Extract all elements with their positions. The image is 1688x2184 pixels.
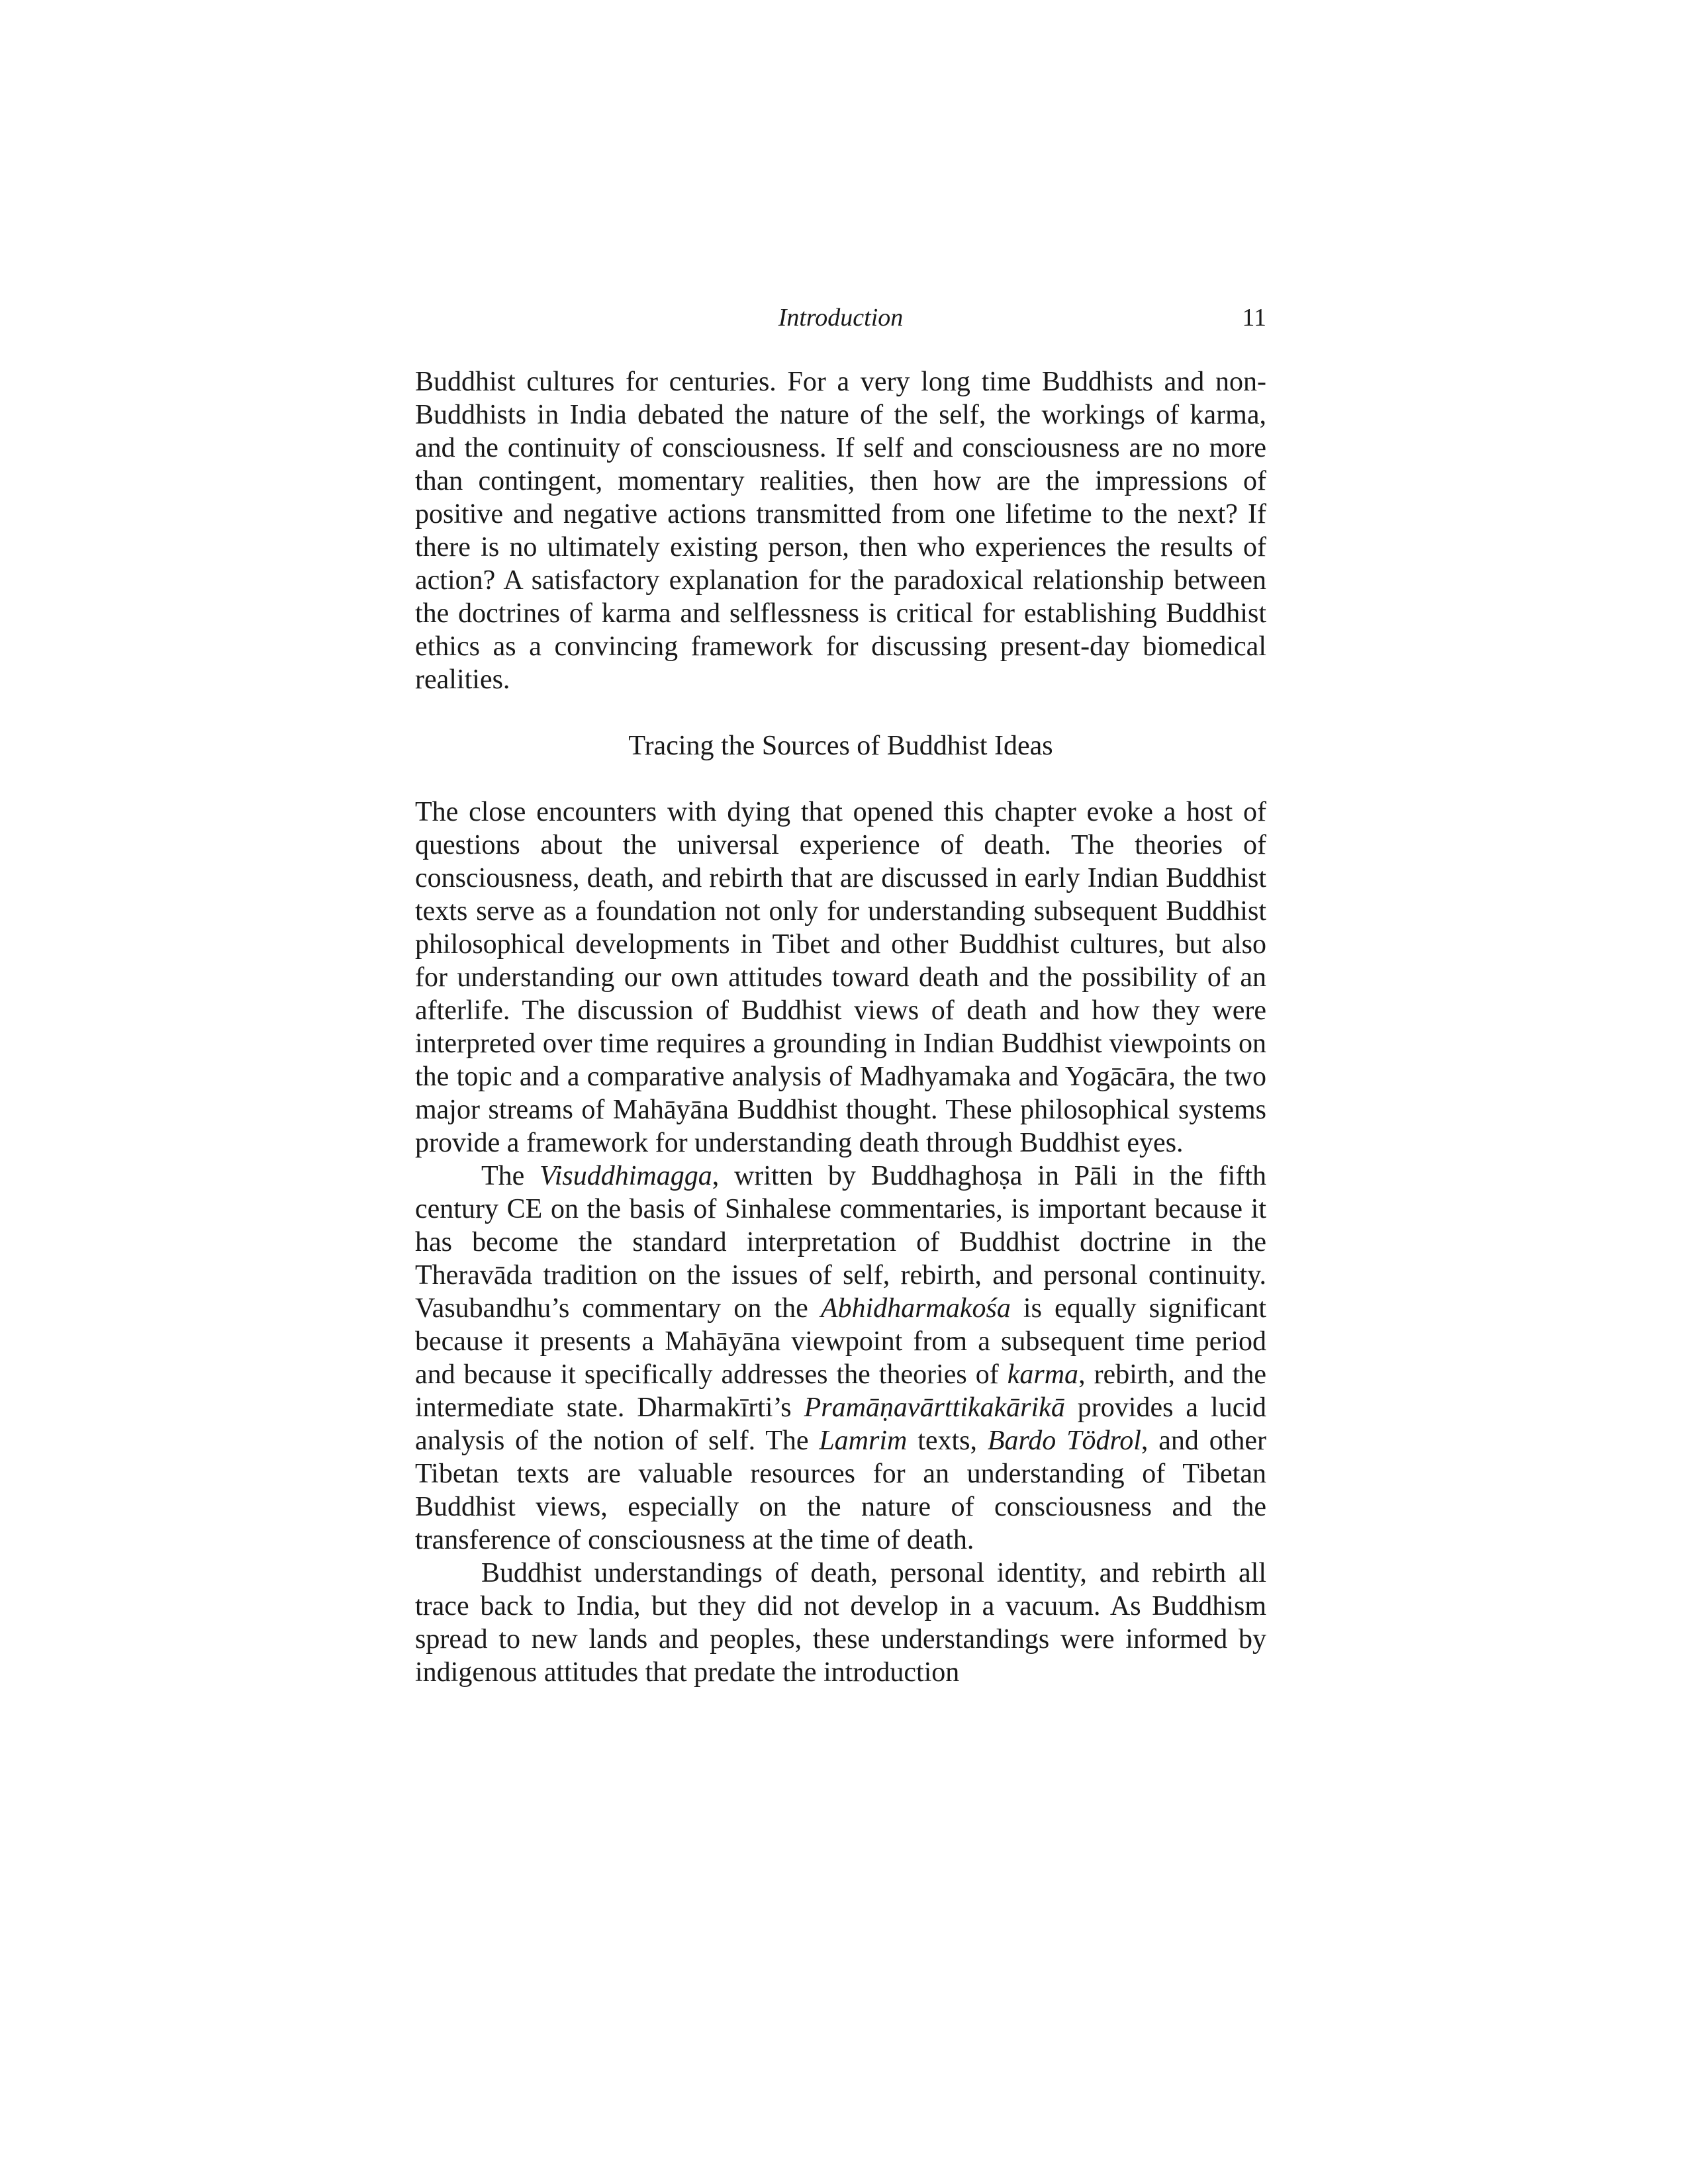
section-heading: Tracing the Sources of Buddhist Ideas <box>628 731 1053 761</box>
running-head <box>415 291 1266 331</box>
running-title: Introduction <box>778 304 904 332</box>
paragraph-3-text-1: The <box>481 1161 540 1191</box>
book-page <box>415 291 1266 1689</box>
paragraph-3-text-2: , written by Buddhaghoṣa in Pāli in the fifth century CE on the basis of Sinhalese commentaries, is important because it has become the standard interpretation of Buddhist doctrine in the Theravāda tradition on the issues of self, rebirth, and personal continuity. Vasubandhu’s commentary on the <box>415 1161 1266 1324</box>
page-number: 11 <box>1242 304 1266 332</box>
paragraph-3-text-3: is equally significant because it presents a Mahāyāna viewpoint from a subsequent time period and because it specifically addresses the theories of <box>415 1293 1266 1390</box>
paragraph-3-text-4: , rebirth, and the intermediate state. Dharmakīrti’s <box>415 1359 1266 1423</box>
title-lamrim: Lamrim <box>819 1426 908 1456</box>
paragraph-3-text-5: provides a lucid analysis of the notion of self. The <box>415 1392 1267 1456</box>
term-karma: karma <box>1007 1359 1079 1390</box>
paragraph-3-text-6: texts, <box>907 1426 988 1456</box>
title-bardo-todrol: Bardo Tödrol <box>987 1426 1141 1456</box>
paragraph-1: Buddhist cultures for centuries. For a very long time Buddhists and non-Buddhists in India debated the nature of the self, the workings of karma, and the continuity of consciousness. If self and consciousness are no more than contingent, momentary realities, then how are the impressions of positive and negative actions transmitted from one lifetime to the next? If there is no ultimately existing person, then who experiences the results of action? A satisfactory explanation for the paradoxical relationship between the doctrines of karma and selflessness is critical for establishing Buddhist ethics as a convincing framework for discussing present-day biomedical realities. <box>415 367 1266 695</box>
title-pramanavarttikakarika: Pramāṇavārttikakārikā <box>804 1392 1065 1423</box>
paragraph-3-text-7: , and other Tibetan texts are valuable resources for an understanding of Tibetan Buddhist views, especially on the nature of consciousness and the transference of consciousness at the time of death. <box>415 1426 1266 1555</box>
title-abhidharmakosa: Abhidharmakośa <box>820 1293 1011 1324</box>
title-visuddhimagga: Visuddhimagga <box>539 1161 712 1191</box>
paragraph-4: Buddhist understandings of death, personal identity, and rebirth all trace back to India, but they did not develop in a vacuum. As Buddhism spread to new lands and peoples, these understandings were informed by indigenous attitudes that predate the introduction <box>415 1558 1266 1688</box>
paragraph-3 <box>415 1160 1266 1557</box>
paragraph-2: The close encounters with dying that opened this chapter evoke a host of questions about the universal experience of death. The theories of consciousness, death, and rebirth that are discussed in early Indian Buddhist texts serve as a foundation not only for understanding subsequent Buddhist philosophical developments in Tibet and other Buddhist cultures, but also for understanding our own attitudes toward death and the possibility of an afterlife. The discussion of Buddhist views of death and how they were interpreted over time requires a grounding in Indian Buddhist viewpoints on the topic and a comparative analysis of Madhyamaka and Yogācāra, the two major streams of Mahāyāna Buddhist thought. These philosophical systems provide a framework for understanding death through Buddhist eyes. <box>415 797 1266 1158</box>
